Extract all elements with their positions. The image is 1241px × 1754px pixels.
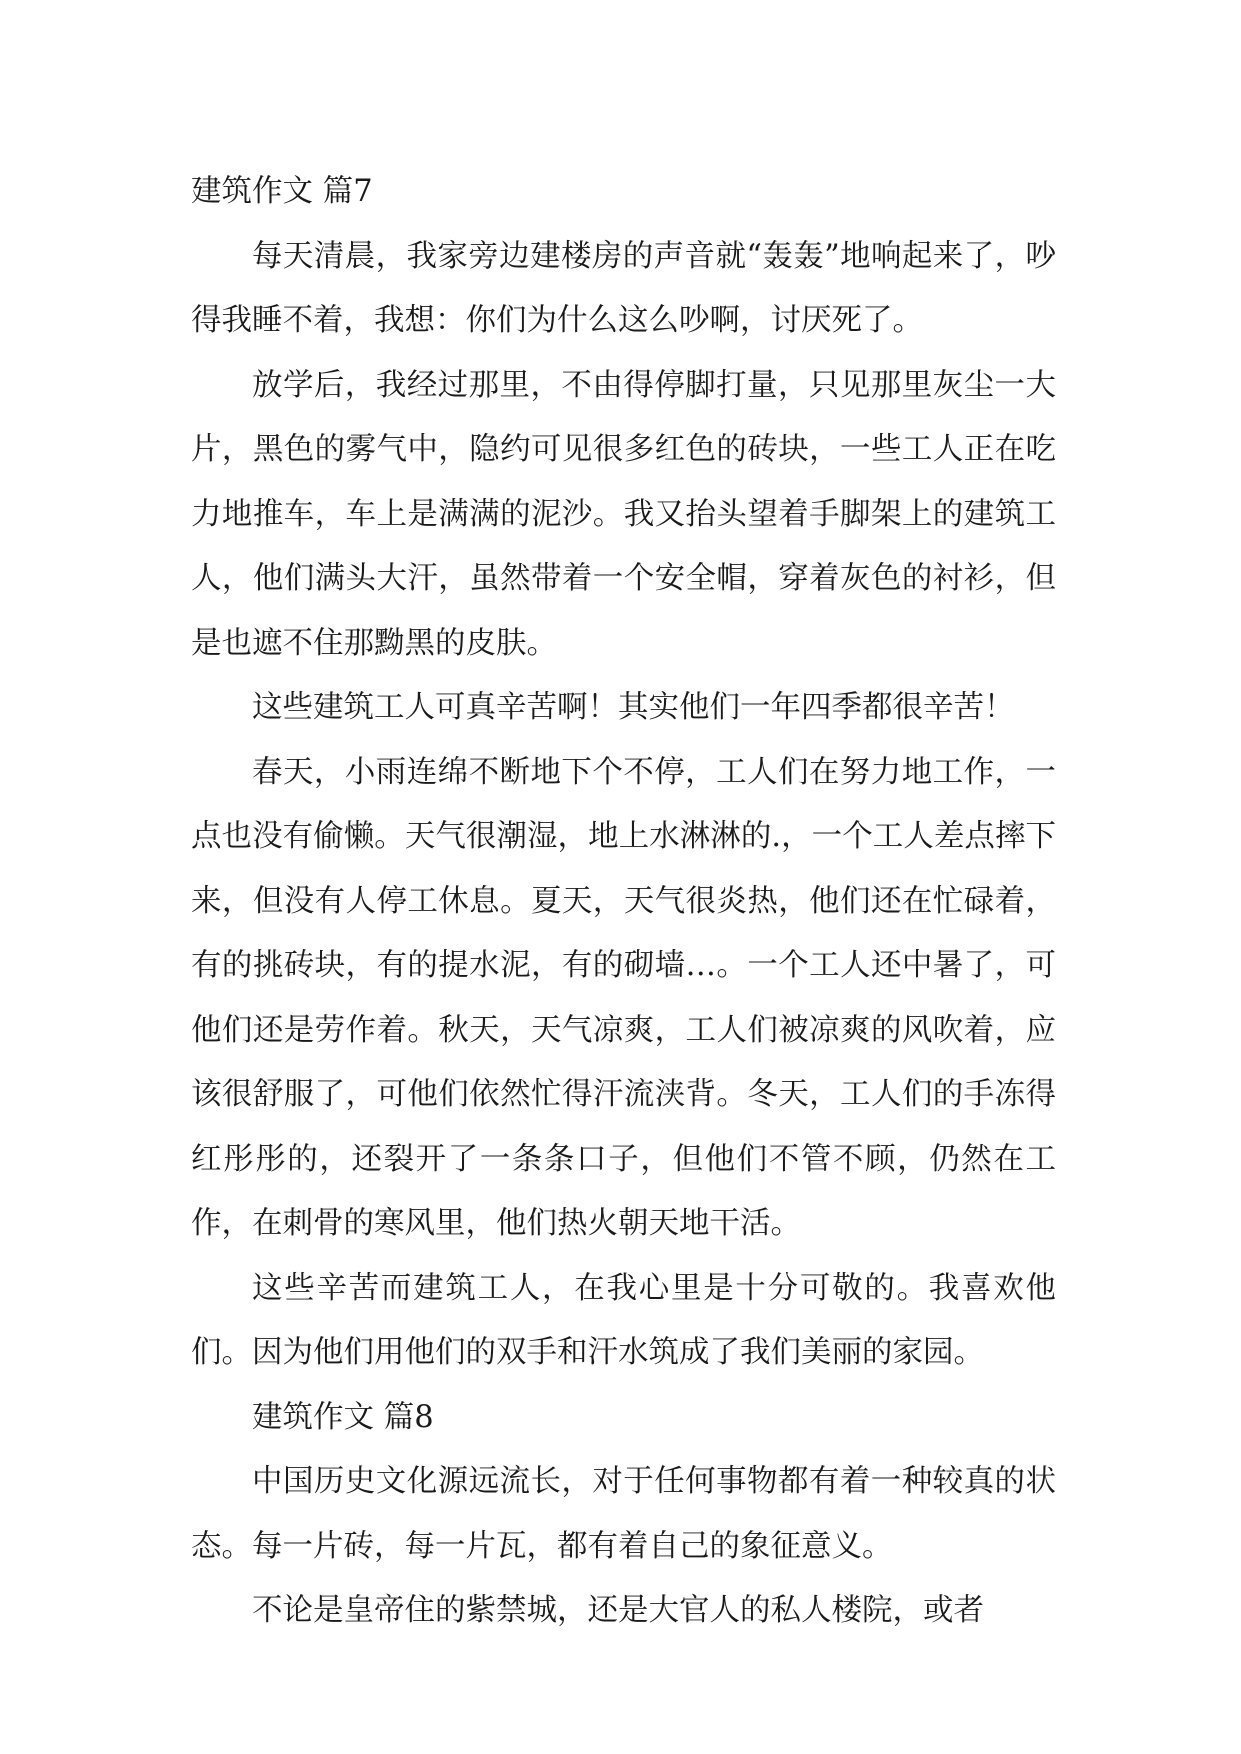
section-heading-8: 建筑作文 篇8: [252, 1399, 434, 1435]
paragraph: 中国历史文化源远流长，对于任何事物都有着一种较真的状态。每一片砖，每一片瓦，都有着自己的象征意义。: [191, 1464, 1056, 1564]
section-heading-7: 建筑作文 篇7: [191, 174, 373, 209]
paragraph: 放学后，我经过那里，不由得停脚打量，只见那里灰尘一大片，黑色的雾气中，隐约可见很多红色的砖块，一些工人正在吃力地推车，车上是满满的泥沙。我又抬头望着手脚架上的建筑工人，他们满头大汗，虽然带着一个安全帽，穿着灰色的衬衫，但是也遮不住那黝黑的皮肤。: [191, 367, 1056, 661]
document-body: [191, 160, 1056, 1644]
paragraph: 这些辛苦而建筑工人，在我心里是十分可敬的。我喜欢他们。因为他们用他们的双手和汗水筑成了我们美丽的家园。: [191, 1270, 1056, 1370]
paragraph: 不论是皇帝住的紫禁城，还是大官人的私人楼院，或者: [252, 1593, 984, 1628]
paragraph: 每天清晨，我家旁边建楼房的声音就“轰轰”地响起来了，吵得我睡不着，我想：你们为什么这么吵啊，讨厌死了。: [191, 238, 1056, 338]
paragraph: 春天，小雨连绵不断地下个不停，工人们在努力地工作，一点也没有偷懒。天气很潮湿，地上水淋淋的.，一个工人差点摔下来，但没有人停工休息。夏天，天气很炎热，他们还在忙碌着，有的挑砖块，有的提水泥，有的砌墙…。一个工人还中暑了，可他们还是劳作着。秋天，天气凉爽，工人们被凉爽的风吹着，应该很舒服了，可他们依然忙得汗流浃背。冬天，工人们的手冻得红彤彤的，还裂开了一条条口子，但他们不管不顾，仍然在工作，在刺骨的寒风里，他们热火朝天地干活。: [191, 754, 1056, 1241]
paragraph: 这些建筑工人可真辛苦啊！其实他们一年四季都很辛苦！: [252, 690, 1015, 725]
